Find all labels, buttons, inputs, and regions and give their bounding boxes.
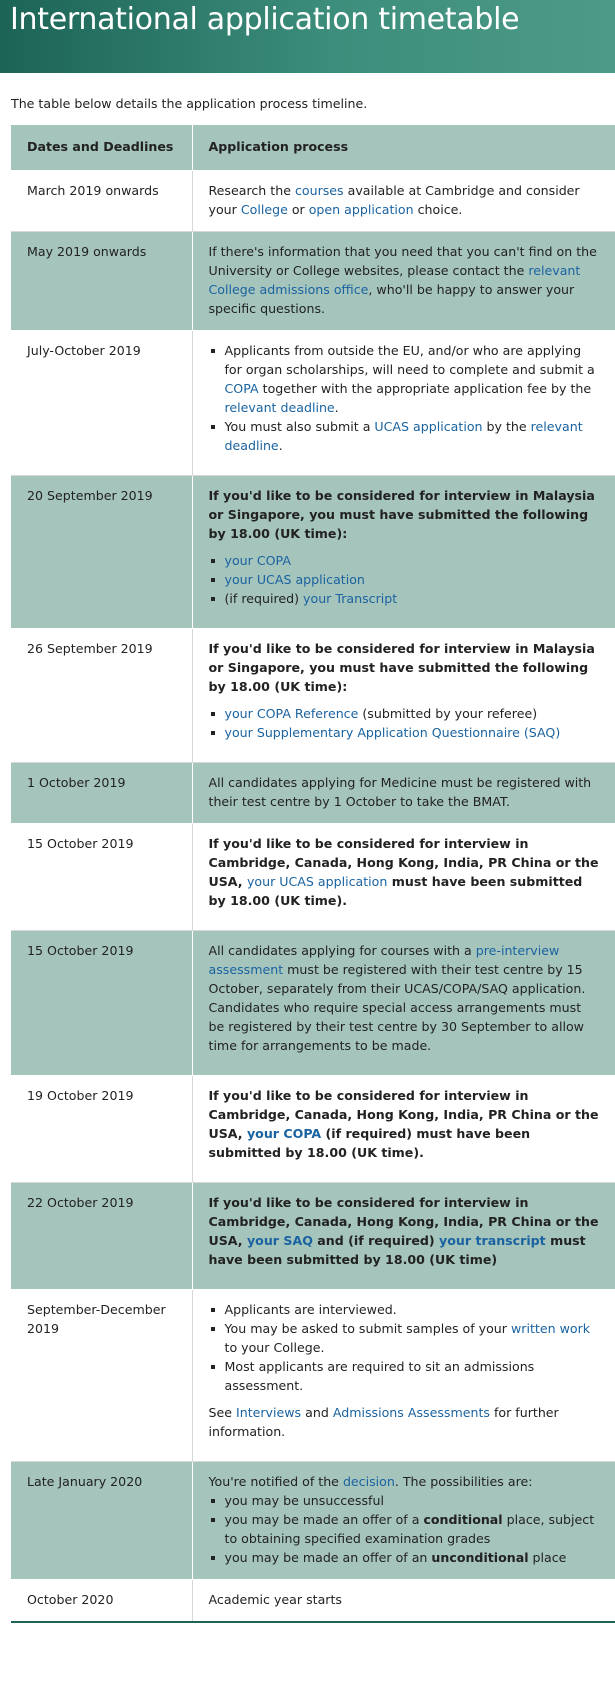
- text-segment: . The possibilities are:: [394, 1474, 533, 1489]
- text-segment: place: [528, 1550, 567, 1565]
- ucas-application-link[interactable]: UCAS application: [374, 419, 483, 434]
- list-item: [209, 704, 600, 723]
- copa-reference-link[interactable]: your COPA Reference: [224, 706, 359, 721]
- table-row: [11, 171, 615, 232]
- row-process: [192, 1076, 615, 1183]
- your-transcript-link[interactable]: your Transcript: [303, 591, 398, 606]
- text-segment: (if required): [224, 591, 304, 606]
- text-segment: choice.: [413, 202, 463, 217]
- row-date: March 2019 onwards: [11, 171, 192, 232]
- table-row: [11, 1462, 615, 1580]
- text-segment: You may be asked to submit samples of your: [224, 1321, 511, 1336]
- pre-interview-assessment-link[interactable]: pre-interview assessment: [208, 943, 560, 977]
- further-info-text: [209, 1403, 600, 1441]
- row-process: [192, 629, 615, 763]
- row-process: [192, 824, 615, 931]
- text-segment: place, subject to obtaining specified examination grades: [224, 1512, 595, 1546]
- row-process: [192, 1290, 615, 1462]
- list-item: Most applicants are required to sit an admissions assessment.: [209, 1357, 600, 1395]
- row-date: July-October 2019: [11, 331, 192, 476]
- row-process: [192, 931, 615, 1076]
- text-segment: Applicants from outside the EU, and/or who are applying for organ scholarships, will need to complete and submit a: [224, 343, 595, 377]
- text-segment: If you'd like to be considered for interview in Cambridge, Canada, Hong Kong, India, PR China or the USA,: [208, 836, 599, 889]
- admissions-assessments-link[interactable]: Admissions Assessments: [332, 1405, 490, 1420]
- text-segment: If you'd like to be considered for interview in Cambridge, Canada, Hong Kong, India, PR China or the USA,: [208, 1088, 599, 1141]
- list-item: you may be unsuccessful: [209, 1491, 600, 1510]
- table-row: [11, 232, 615, 331]
- timetable-wrapper: [11, 125, 615, 1623]
- timetable: [11, 125, 615, 1623]
- row-date: 15 October 2019: [11, 824, 192, 931]
- text-segment: (submitted by your referee): [358, 706, 538, 721]
- your-saq-link[interactable]: your SAQ: [246, 1233, 313, 1248]
- table-row: [11, 824, 615, 931]
- column-header-process: Application process: [192, 125, 615, 171]
- written-work-link[interactable]: written work: [510, 1321, 591, 1336]
- table-row: [11, 1290, 615, 1462]
- decision-intro: [209, 1472, 600, 1491]
- text-segment: and (if required): [312, 1233, 440, 1248]
- text-segment: .: [278, 438, 283, 453]
- row-date: 1 October 2019: [11, 763, 192, 824]
- list-item: [209, 417, 600, 455]
- text-segment: or: [287, 202, 309, 217]
- list-item: [209, 551, 600, 570]
- your-transcript-link[interactable]: your transcript: [439, 1233, 546, 1248]
- row-process: All candidates applying for Medicine must be registered with their test centre by 1 October to take the BMAT.: [192, 763, 615, 824]
- text-segment: to your College.: [224, 1340, 325, 1355]
- bullet-list: [209, 551, 600, 608]
- college-admissions-office-link[interactable]: relevant College admissions office: [208, 263, 581, 297]
- table-row: [11, 1183, 615, 1290]
- copa-link[interactable]: COPA: [224, 381, 259, 396]
- row-date: 20 September 2019: [11, 476, 192, 629]
- row-date: 15 October 2019: [11, 931, 192, 1076]
- row-date: 22 October 2019: [11, 1183, 192, 1290]
- text-segment: , who'll be happy to answer your specific questions.: [208, 282, 575, 316]
- text-segment: .: [334, 400, 339, 415]
- row-date: 26 September 2019: [11, 629, 192, 763]
- open-application-link[interactable]: open application: [308, 202, 414, 217]
- list-item: [209, 723, 600, 742]
- text-segment: you may be made an offer of an: [224, 1550, 432, 1565]
- list-item: [209, 570, 600, 589]
- row-process: [192, 1462, 615, 1580]
- text-segment: All candidates applying for courses with a: [208, 943, 476, 958]
- table-row: [11, 931, 615, 1076]
- saq-link[interactable]: your Supplementary Application Questionnaire (SAQ): [224, 725, 561, 740]
- courses-link[interactable]: courses: [294, 183, 344, 198]
- decision-link[interactable]: decision: [342, 1474, 395, 1489]
- list-item: [209, 1319, 600, 1357]
- bullet-list: [209, 1300, 600, 1395]
- text-segment: You must also submit a: [224, 419, 375, 434]
- table-row: [11, 629, 615, 763]
- your-copa-link[interactable]: your COPA: [224, 553, 291, 568]
- table-row: [11, 763, 615, 824]
- list-item: [209, 1548, 600, 1567]
- row-date: May 2019 onwards: [11, 232, 192, 331]
- list-item: [209, 589, 600, 608]
- text-segment: must have been submitted by 18.00 (UK time): [208, 1233, 586, 1267]
- row-process: [192, 232, 615, 331]
- list-item: [209, 1510, 600, 1548]
- text-segment: must have been submitted by 18.00 (UK time).: [208, 874, 583, 908]
- row-lead-text: If you'd like to be considered for interview in Malaysia or Singapore, you must have submitted the following by 18.00 (UK time):: [208, 488, 595, 541]
- row-lead-text: If you'd like to be considered for interview in Malaysia or Singapore, you must have submitted the following by 18.00 (UK time):: [208, 641, 595, 694]
- your-ucas-application-link[interactable]: your UCAS application: [224, 572, 365, 587]
- text-segment: conditional: [423, 1512, 503, 1527]
- page-title: International application timetable: [10, 2, 520, 37]
- college-link[interactable]: College: [240, 202, 288, 217]
- interviews-link[interactable]: Interviews: [236, 1405, 302, 1420]
- text-segment: unconditional: [431, 1550, 529, 1565]
- text-segment: by the: [482, 419, 531, 434]
- list-item: Applicants are interviewed.: [209, 1300, 600, 1319]
- row-date: October 2020: [11, 1580, 192, 1623]
- intro-text: The table below details the application process timeline.: [11, 96, 368, 111]
- row-process: [192, 171, 615, 232]
- table-header-row: [11, 125, 615, 171]
- table-row: [11, 1580, 615, 1623]
- bullet-list: [209, 1491, 600, 1567]
- text-segment: If you'd like to be considered for interview in Cambridge, Canada, Hong Kong, India, PR China or the USA,: [208, 1195, 599, 1248]
- list-item: [209, 341, 600, 417]
- table-row: [11, 331, 615, 476]
- row-process: Academic year starts: [192, 1580, 615, 1623]
- row-date: 19 October 2019: [11, 1076, 192, 1183]
- text-segment: must be registered with their test centre by 15 October, separately from their UCAS/COPA/SAQ application. Candidates who require special access arrangements must be registered by their test centre by 30 September to allow time for arrangements to be made.: [208, 962, 586, 1053]
- text-segment: for further information.: [208, 1405, 559, 1439]
- relevant-deadline-link[interactable]: relevant deadline: [224, 400, 335, 415]
- your-ucas-application-link[interactable]: your UCAS application: [246, 874, 388, 889]
- row-process: [192, 331, 615, 476]
- text-segment: available at Cambridge and consider your: [208, 183, 580, 217]
- text-segment: See: [208, 1405, 236, 1420]
- text-segment: Research the: [208, 183, 295, 198]
- bullet-list: [209, 341, 600, 455]
- text-segment: and: [301, 1405, 333, 1420]
- table-row: [11, 1076, 615, 1183]
- row-process: [192, 476, 615, 629]
- text-segment: together with the appropriate application fee by the: [258, 381, 592, 396]
- text-segment: (if required) must have been submitted by 18.00 (UK time).: [208, 1126, 531, 1160]
- relevant-deadline-link[interactable]: relevant deadline: [224, 419, 583, 453]
- table-row: [11, 476, 615, 629]
- text-segment: You're notified of the: [208, 1474, 343, 1489]
- your-copa-link[interactable]: your COPA: [246, 1126, 322, 1141]
- page-header: [0, 0, 615, 73]
- text-segment: If there's information that you need that you can't find on the University or College websites, please contact the: [208, 244, 597, 278]
- row-date: Late January 2020: [11, 1462, 192, 1580]
- text-segment: you may be made an offer of a: [224, 1512, 424, 1527]
- row-date: September-December 2019: [11, 1290, 192, 1462]
- bullet-list: [209, 704, 600, 742]
- column-header-dates: Dates and Deadlines: [11, 125, 192, 171]
- row-process: [192, 1183, 615, 1290]
